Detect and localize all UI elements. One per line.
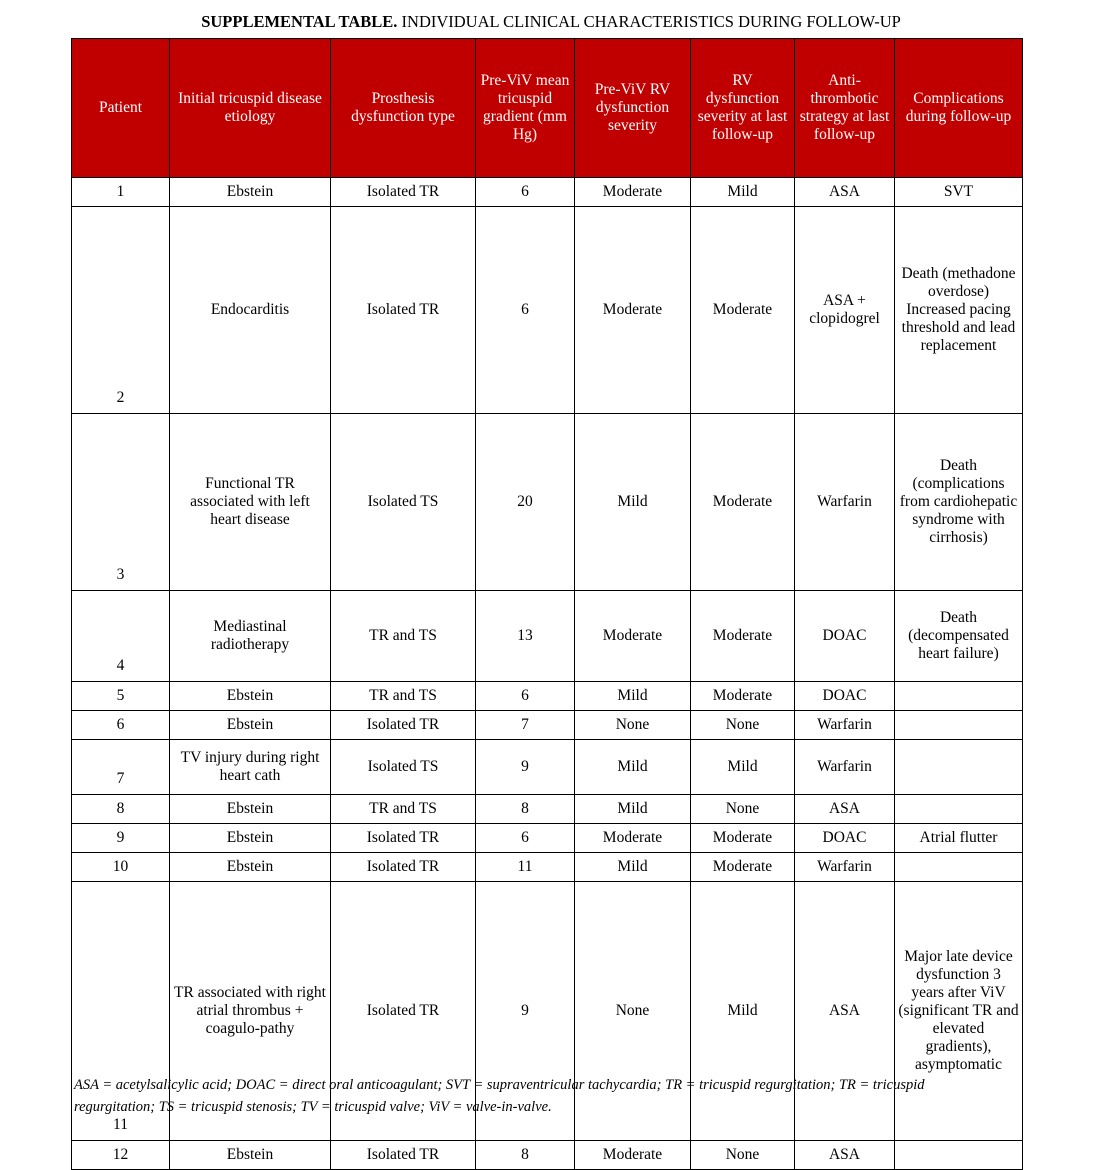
cell-etiology: Ebstein [170, 1141, 331, 1170]
column-header-pre-viv-mean-tricuspid-gradient: Pre-ViV mean tricuspid gradient (mm Hg) [476, 39, 575, 178]
cell-patient: 8 [72, 795, 170, 824]
cell-complications [895, 853, 1023, 882]
cell-antithrombotic: Warfarin [795, 853, 895, 882]
cell-patient: 4 [72, 591, 170, 682]
cell-complications [895, 740, 1023, 795]
cell-etiology: Functional TR associated with left heart disease [170, 414, 331, 591]
cell-antithrombotic: DOAC [795, 591, 895, 682]
table-row [72, 853, 1023, 882]
cell-pre-viv-rv: Mild [575, 682, 691, 711]
cell-dysfunction-type: TR and TS [331, 682, 476, 711]
cell-dysfunction-type: Isolated TR [331, 207, 476, 414]
table-row [72, 711, 1023, 740]
cell-complications: Death (complications from cardiohepatic syndrome with cirrhosis) [895, 414, 1023, 591]
cell-dysfunction-type: Isolated TR [331, 853, 476, 882]
table-row [72, 824, 1023, 853]
table-header [72, 39, 1023, 178]
cell-complications [895, 795, 1023, 824]
column-header-prosthesis-dysfunction-type: Prosthesis dysfunction type [331, 39, 476, 178]
cell-etiology: Ebstein [170, 682, 331, 711]
cell-gradient: 9 [476, 882, 575, 1141]
cell-gradient: 20 [476, 414, 575, 591]
cell-gradient: 8 [476, 1141, 575, 1170]
cell-patient: 6 [72, 711, 170, 740]
table-row [72, 740, 1023, 795]
cell-pre-viv-rv: Mild [575, 740, 691, 795]
cell-gradient: 6 [476, 682, 575, 711]
cell-antithrombotic: Warfarin [795, 414, 895, 591]
cell-etiology: Ebstein [170, 795, 331, 824]
cell-dysfunction-type: Isolated TR [331, 711, 476, 740]
table-row [72, 795, 1023, 824]
cell-patient: 11 [72, 882, 170, 1141]
table-body [72, 178, 1023, 1170]
cell-etiology: Ebstein [170, 178, 331, 207]
cell-complications: SVT [895, 178, 1023, 207]
cell-antithrombotic: ASA [795, 1141, 895, 1170]
table-row [72, 1141, 1023, 1170]
cell-rv-last: Moderate [691, 682, 795, 711]
cell-pre-viv-rv: Mild [575, 795, 691, 824]
cell-antithrombotic: ASA + clopidogrel [795, 207, 895, 414]
cell-rv-last: None [691, 1141, 795, 1170]
page-title-rest: INDIVIDUAL CLINICAL CHARACTERISTICS DURING FOLLOW-UP [397, 12, 901, 31]
cell-antithrombotic: ASA [795, 795, 895, 824]
cell-rv-last: Mild [691, 178, 795, 207]
table-row [72, 414, 1023, 591]
cell-gradient: 6 [476, 824, 575, 853]
cell-rv-last: None [691, 795, 795, 824]
column-header-patient: Patient [72, 39, 170, 178]
cell-complications [895, 1141, 1023, 1170]
cell-complications: Death (decompensated heart failure) [895, 591, 1023, 682]
table-row [72, 682, 1023, 711]
cell-etiology: Ebstein [170, 711, 331, 740]
cell-antithrombotic: Warfarin [795, 740, 895, 795]
cell-pre-viv-rv: Mild [575, 853, 691, 882]
cell-antithrombotic: DOAC [795, 824, 895, 853]
cell-rv-last: Moderate [691, 591, 795, 682]
cell-gradient: 6 [476, 178, 575, 207]
cell-patient: 2 [72, 207, 170, 414]
column-header-complications-during-follow-up: Complications during follow-up [895, 39, 1023, 178]
cell-pre-viv-rv: Moderate [575, 1141, 691, 1170]
cell-etiology: TV injury during right heart cath [170, 740, 331, 795]
cell-etiology: Mediastinal radiotherapy [170, 591, 331, 682]
cell-dysfunction-type: Isolated TS [331, 414, 476, 591]
cell-etiology: Endocarditis [170, 207, 331, 414]
cell-pre-viv-rv: Moderate [575, 591, 691, 682]
cell-dysfunction-type: TR and TS [331, 591, 476, 682]
cell-rv-last: None [691, 711, 795, 740]
column-header-pre-viv-rv-dysfunction-severity: Pre-ViV RV dysfunction severity [575, 39, 691, 178]
table-row [72, 178, 1023, 207]
cell-patient: 3 [72, 414, 170, 591]
cell-pre-viv-rv: None [575, 711, 691, 740]
cell-rv-last: Moderate [691, 414, 795, 591]
cell-gradient: 6 [476, 207, 575, 414]
column-header-initial-tricuspid-disease-etiology: Initial tricuspid disease etiology [170, 39, 331, 178]
cell-gradient: 11 [476, 853, 575, 882]
cell-gradient: 7 [476, 711, 575, 740]
column-header-rv-dysfunction-severity-at-last-follow-up: RV dysfunction severity at last follow-up [691, 39, 795, 178]
cell-pre-viv-rv: Moderate [575, 824, 691, 853]
cell-rv-last: Moderate [691, 207, 795, 414]
cell-gradient: 8 [476, 795, 575, 824]
cell-dysfunction-type: Isolated TR [331, 1141, 476, 1170]
cell-rv-last: Mild [691, 882, 795, 1141]
table-footnote: ASA = acetylsalicylic acid; DOAC = direct oral anticoagulant; SVT = supraventricular tachycardia; TR = tricuspid regurgitation; TR = tricuspid regurgitation; TS = tricuspid stenosis; TV = tricuspid valve; ViV = valve-in-valve. [74, 1077, 925, 1116]
cell-patient: 5 [72, 682, 170, 711]
cell-complications: Atrial flutter [895, 824, 1023, 853]
cell-gradient: 13 [476, 591, 575, 682]
cell-etiology: Ebstein [170, 853, 331, 882]
cell-patient: 1 [72, 178, 170, 207]
cell-dysfunction-type: Isolated TR [331, 882, 476, 1141]
cell-dysfunction-type: Isolated TR [331, 178, 476, 207]
column-header-antithrombotic-strategy-at-last-follow-up: Anti-thrombotic strategy at last follow-up [795, 39, 895, 178]
cell-complications: Death (methadone overdose) Increased pacing threshold and lead replacement [895, 207, 1023, 414]
cell-patient: 7 [72, 740, 170, 795]
cell-antithrombotic: DOAC [795, 682, 895, 711]
cell-pre-viv-rv: Mild [575, 414, 691, 591]
cell-antithrombotic: ASA [795, 178, 895, 207]
cell-pre-viv-rv: Moderate [575, 178, 691, 207]
page-title-bold: SUPPLEMENTAL TABLE. [201, 12, 398, 31]
page-title [71, 11, 1031, 33]
table-row [72, 207, 1023, 414]
cell-etiology: Ebstein [170, 824, 331, 853]
cell-rv-last: Mild [691, 740, 795, 795]
clinical-characteristics-table [71, 38, 1023, 1170]
cell-patient: 12 [72, 1141, 170, 1170]
cell-rv-last: Moderate [691, 824, 795, 853]
cell-complications: Major late device dysfunction 3 years after ViV (significant TR and elevated gradients), asymptomatic [895, 882, 1023, 1141]
table-row [72, 591, 1023, 682]
cell-dysfunction-type: Isolated TS [331, 740, 476, 795]
cell-dysfunction-type: TR and TS [331, 795, 476, 824]
cell-patient: 9 [72, 824, 170, 853]
cell-etiology: TR associated with right atrial thrombus + coagulo-pathy [170, 882, 331, 1141]
cell-antithrombotic: ASA [795, 882, 895, 1141]
cell-pre-viv-rv: None [575, 882, 691, 1141]
cell-antithrombotic: Warfarin [795, 711, 895, 740]
cell-complications [895, 682, 1023, 711]
cell-gradient: 9 [476, 740, 575, 795]
cell-complications [895, 711, 1023, 740]
header-row [72, 39, 1023, 178]
cell-pre-viv-rv: Moderate [575, 207, 691, 414]
cell-dysfunction-type: Isolated TR [331, 824, 476, 853]
cell-rv-last: Moderate [691, 853, 795, 882]
cell-patient: 10 [72, 853, 170, 882]
